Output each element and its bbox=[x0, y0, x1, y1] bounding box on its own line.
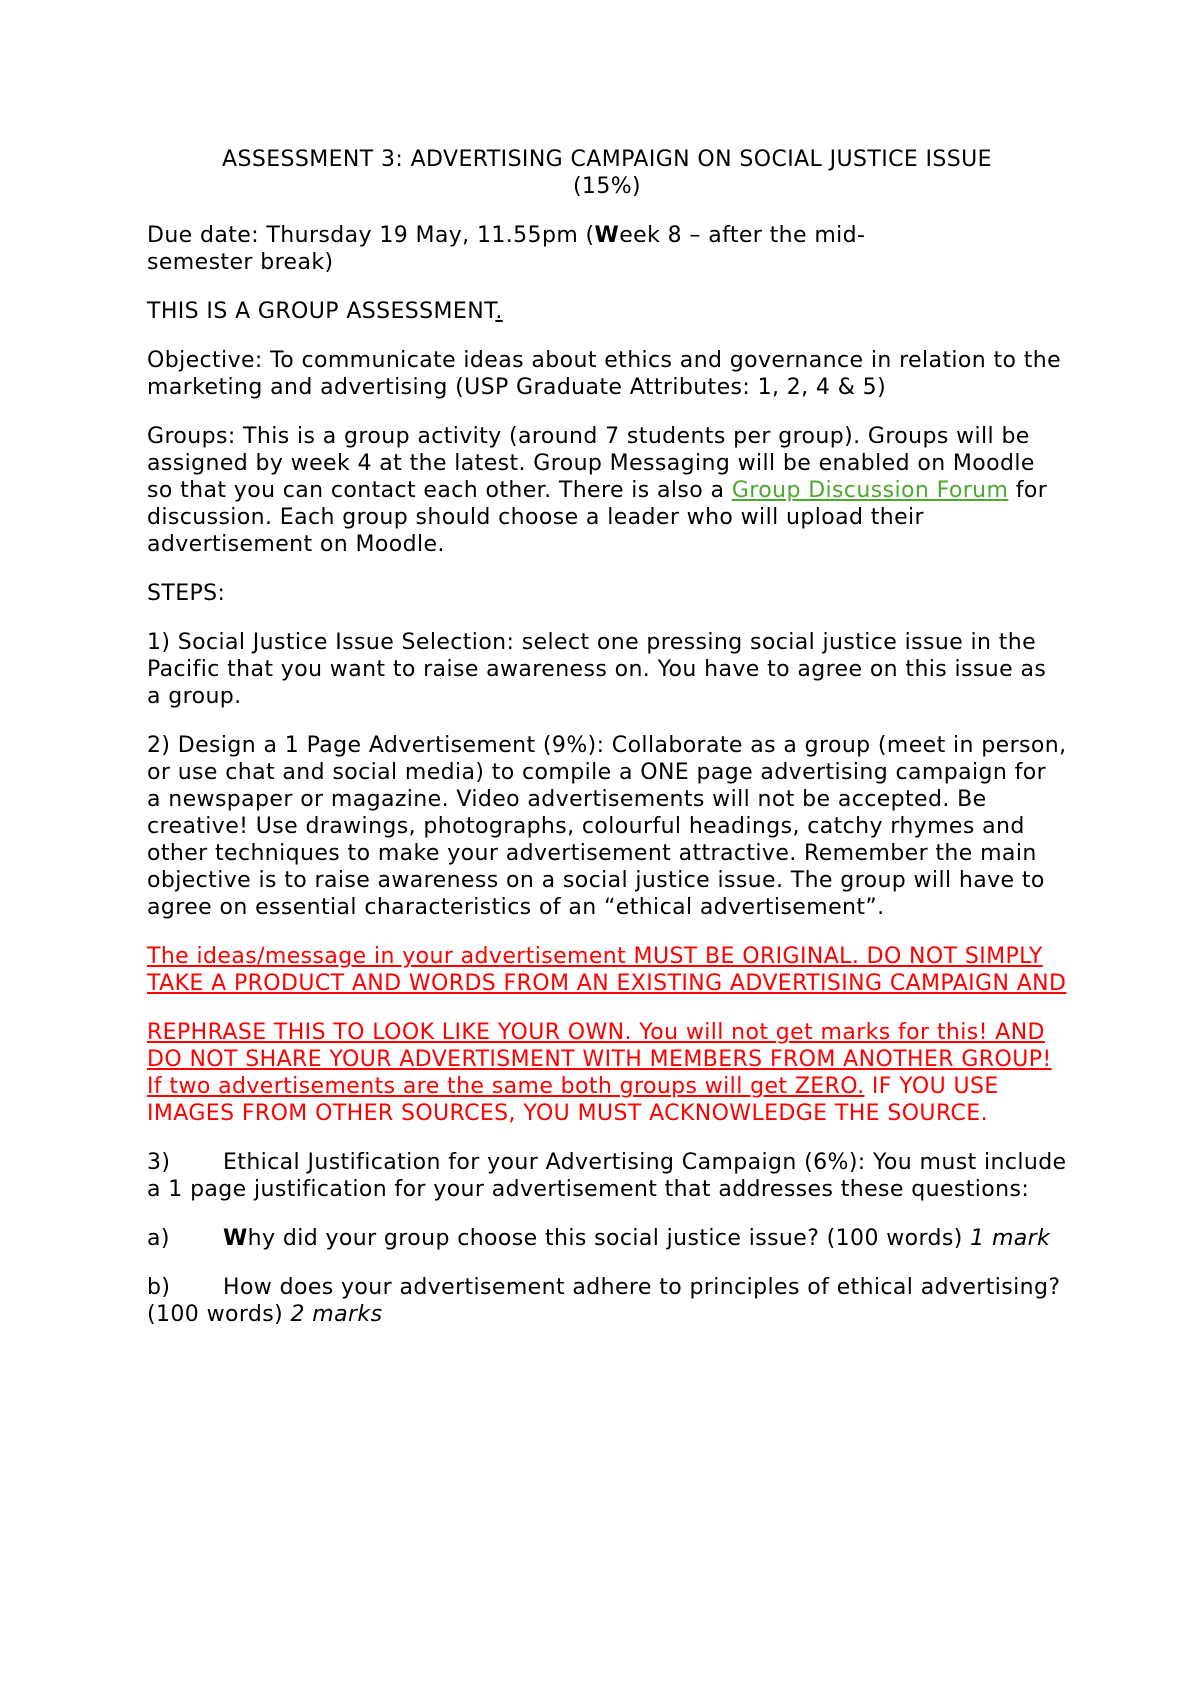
step-1: 1) Social Justice Issue Selection: select one pressing social justice issue in the Pacific that you want to raise awareness on. You have to agree on this issue as a group. bbox=[147, 630, 1047, 709]
page-title bbox=[147, 146, 1067, 200]
title-line-1: ASSESSMENT 3: ADVERTISING CAMPAIGN ON SOCIAL JUSTICE ISSUE bbox=[222, 147, 992, 172]
question-b: b) How does your advertisement adhere to principles of ethical advertising? (100 words) 2 marks bbox=[147, 1275, 1061, 1327]
originality-warning: The ideas/message in your advertisement MUST BE ORIGINAL. DO NOT SIMPLY TAKE A PRODUCT AND WORDS FROM AN EXISTING ADVERTISING CAMPAIGN AND bbox=[147, 944, 1067, 996]
group-discussion-forum-link[interactable]: Group Discussion Forum bbox=[731, 478, 1009, 503]
title-line-2: (15%) bbox=[572, 174, 642, 199]
due-date: Due date: Thursday 19 May, 11.55pm (Week 8 – after the mid- semester break) bbox=[147, 223, 866, 275]
objective-paragraph: Objective: To communicate ideas about ethics and governance in relation to the marketing and advertising (USP Graduate Attributes: 1, 2, 4 & 5) bbox=[147, 348, 1062, 400]
step-3: 3) Ethical Justification for your Advertising Campaign (6%): You must include a 1 page justification for your advertisement that addresses these questions: bbox=[147, 1150, 1067, 1202]
groups-paragraph: Groups: This is a group activity (around 7 students per group). Groups will be assigned by week 4 at the latest. Group Messaging will be enabled on Moodle so that you can contact each other. There is also a Group Discussion Forum for discussion. Each group should choose a leader who will upload their advertisement on Moodle. bbox=[147, 424, 1048, 557]
sharing-warning: REPHRASE THIS TO LOOK LIKE YOUR OWN. You will not get marks for this! AND DO NOT SHARE YOUR ADVERTISMENT WITH MEMBERS FROM ANOTHER GROUP! If two advertisements are the same both groups will get ZERO. IF YOU USE IMAGES FROM OTHER SOURCES, YOU MUST ACKNOWLEDGE THE SOURCE. bbox=[147, 1020, 1052, 1126]
group-assessment-notice: THIS IS A GROUP ASSESSMENT. bbox=[147, 299, 503, 324]
step-2: 2) Design a 1 Page Advertisement (9%): Collaborate as a group (meet in person, or use chat and social media) to compile a ONE page advertising campaign for a newspaper or magazine. Video advertisements will not be accepted. Be creative! Use drawings, photographs, colourful headings, catchy rhymes and other techniques to make your advertisement attractive. Remember the main objective is to raise awareness on a social justice issue. The group will have to agree on essential characteristics of an “ethical advertisement”. bbox=[147, 733, 1067, 920]
document-content bbox=[147, 146, 1067, 1350]
steps-heading: STEPS: bbox=[147, 581, 226, 606]
question-a: a) Why did your group choose this social justice issue? (100 words) 1 mark bbox=[147, 1226, 1051, 1251]
